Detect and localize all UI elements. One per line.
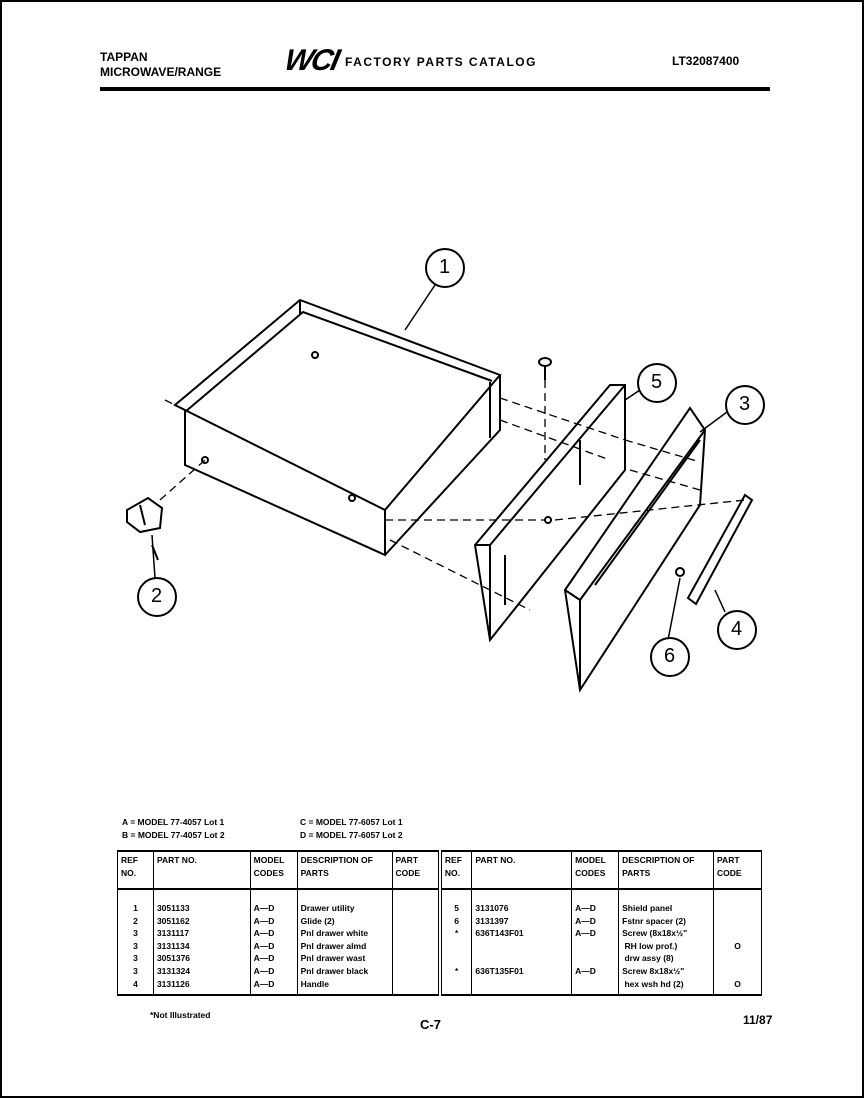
- callout-1: 1: [439, 256, 451, 278]
- glide: [127, 498, 162, 560]
- page-number: C-7: [420, 1017, 441, 1032]
- col-code: PART CODE: [392, 851, 440, 889]
- col-ref-2: REF NO.: [440, 851, 472, 889]
- callout-4: 4: [731, 618, 743, 640]
- col-ref: REF NO.: [118, 851, 154, 889]
- ref-cells-2: 5 6 * *: [440, 889, 472, 995]
- col-code-2: PART CODE: [714, 851, 762, 889]
- model-legend-b: B = MODEL 77-4057 Lot 2: [122, 830, 225, 840]
- product-line: MICROWAVE/RANGE: [100, 65, 222, 79]
- screw: [539, 358, 551, 380]
- handle: [688, 495, 752, 604]
- col-part-2: PART NO.: [472, 851, 572, 889]
- catalog-number: LT32087400: [672, 54, 740, 68]
- model-legend-c: C = MODEL 77-6057 Lot 1: [300, 817, 403, 827]
- model-cells-2: A—D A—D A—D A—D: [572, 889, 619, 995]
- drawer-utility: [175, 300, 500, 555]
- model-cells: A—D A—D A—D A—D A—D A—D A—D: [250, 889, 297, 995]
- brand: TAPPAN: [100, 50, 148, 64]
- table-header-row: [118, 851, 762, 889]
- col-desc-2: DESCRIPTION OF PARTS: [619, 851, 714, 889]
- col-desc: DESCRIPTION OF PARTS: [297, 851, 392, 889]
- code-cells: [392, 889, 440, 995]
- catalog-date: 11/87: [743, 1013, 773, 1027]
- model-legend-a: A = MODEL 77-4057 Lot 1: [122, 817, 225, 827]
- col-model-2: MODEL CODES: [572, 851, 619, 889]
- callout-3: 3: [739, 393, 751, 415]
- col-part: PART NO.: [153, 851, 250, 889]
- code-cells-2: O O: [714, 889, 762, 995]
- spacer: [676, 568, 684, 576]
- col-model: MODEL CODES: [250, 851, 297, 889]
- parts-table: [117, 850, 762, 996]
- part-cells: 3051133 3051162 3131117 3131134 3051376 3131324 3131126: [153, 889, 250, 995]
- model-legend-d: D = MODEL 77-6057 Lot 2: [300, 830, 403, 840]
- callout-2: 2: [151, 585, 163, 607]
- catalog-title: FACTORY PARTS CATALOG: [345, 55, 537, 69]
- table-row: [118, 889, 762, 995]
- wci-logo: WCI: [281, 44, 341, 77]
- ref-cells: 1 2 3 3 3 3 4: [118, 889, 154, 995]
- callout-6: 6: [664, 645, 676, 667]
- desc-cells: Drawer utility Glide (2) Pnl drawer white Pnl drawer almd Pnl drawer wast Pnl drawer black Handle: [297, 889, 392, 995]
- part-cells-2: 3131076 3131397 636T143F01 636T135F01: [472, 889, 572, 995]
- callout-5: 5: [651, 371, 663, 393]
- desc-cells-2: Shield panel Fstnr spacer (2) Screw (8x18x½" RH low prof.) drw assy (8) Screw 8x18x½" hex wsh hd (2): [619, 889, 714, 995]
- not-illustrated-note: *Not Illustrated: [150, 1010, 211, 1020]
